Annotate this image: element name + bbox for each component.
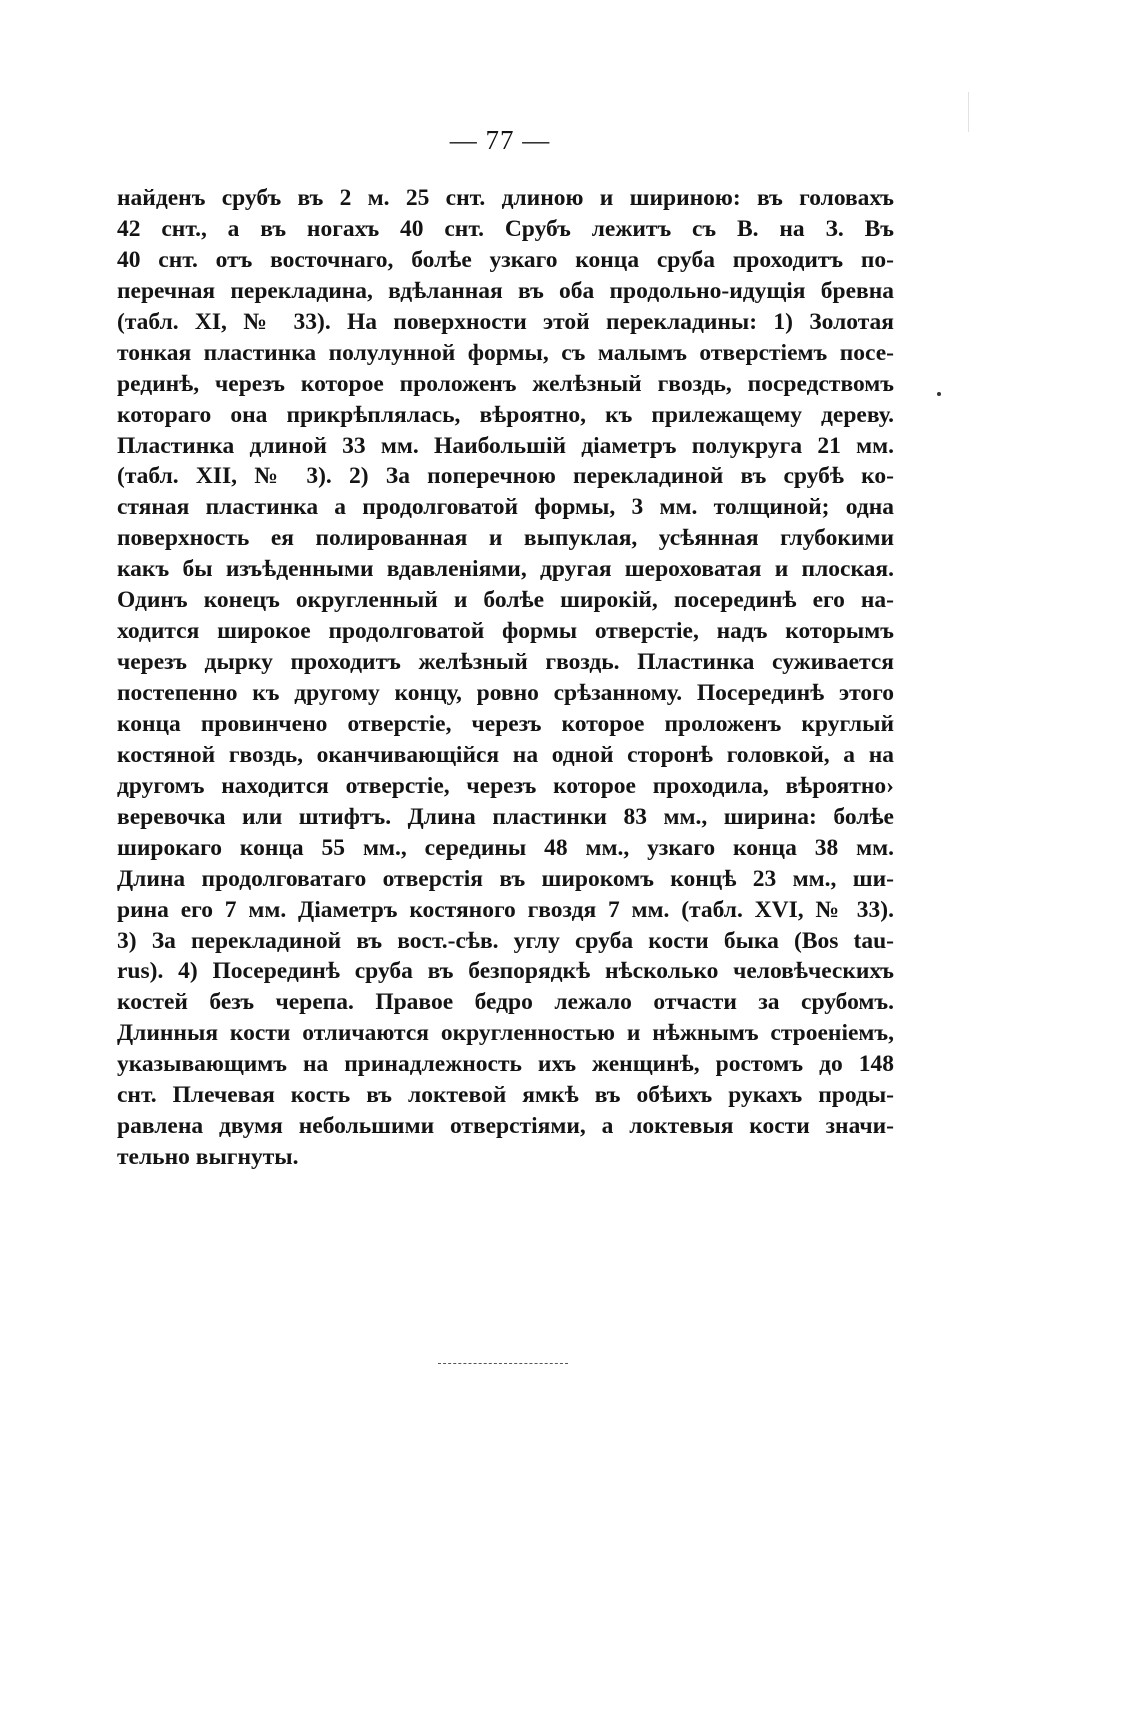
text-line: поверхность ея полированная и выпуклая, усѣянная глубокими	[117, 525, 894, 552]
text-line: указывающимъ на принадлежность ихъ женщинѣ, ростомъ до 148	[117, 1051, 894, 1078]
text-line: перечная перекладина, вдѣланная въ оба продольно-идущія бревна	[117, 277, 894, 304]
text-line: Одинъ конецъ округленный и болѣе широкій, посерединѣ его на-	[117, 587, 894, 614]
text-line: Длина продолговатаго отверстія въ широкомъ концѣ 23 мм., ши-	[117, 865, 894, 892]
text-line: конца провинчено отверстіе, черезъ которое проложенъ круглый	[117, 710, 894, 737]
text-line: найденъ срубъ въ 2 м. 25 снт. длиною и шириною: въ головахъ	[117, 185, 894, 211]
text-line: снт. Плечевая кость въ локтевой ямкѣ въ обѣихъ рукахъ проды-	[117, 1082, 894, 1109]
text-line: широкаго конца 55 мм., середины 48 мм., узкаго конца 38 мм.	[117, 834, 894, 861]
text-line: рина его 7 мм. Діаметръ костяного гвоздя 7 мм. (табл. XVI, № 33).	[117, 896, 894, 923]
text-line: ходится широкое продолговатой формы отверстіе, надъ которымъ	[117, 618, 894, 645]
text-line: костяной гвоздь, оканчивающійся на одной сторонѣ головкой, а на	[117, 741, 894, 768]
text-line: 3) За перекладиной въ вост.-сѣв. углу сруба кости быка (Bos tau-	[117, 927, 894, 954]
text-line: Пластинка длиной 33 мм. Наибольшій діаметръ полукруга 21 мм.	[117, 432, 894, 459]
body-text	[117, 183, 894, 1173]
text-line: черезъ дырку проходитъ желѣзный гвоздь. Пластинка суживается	[117, 649, 894, 676]
page-number: — 77 —	[449, 125, 551, 155]
end-rule	[438, 1363, 568, 1364]
text-line: стяная пластинка а продолговатой формы, 3 мм. толщиной; одна	[117, 494, 894, 521]
text-line: какъ бы изъѣденными вдавленіями, другая шероховатая и плоская.	[117, 556, 894, 583]
text-line: Длинныя кости отличаются округленностью и нѣжнымъ строеніемъ,	[117, 1020, 894, 1047]
text-line: костей безъ черепа. Правое бедро лежало отчасти за срубомъ.	[117, 989, 894, 1016]
text-line: веревочка или штифтъ. Длина пластинки 83 мм., ширина: болѣе	[117, 803, 894, 830]
text-line: тонкая пластинка полулунной формы, съ малымъ отверстіемъ посе-	[117, 339, 894, 366]
text-line: другомъ находится отверстіе, черезъ которое проходила, вѣроятно›	[117, 772, 894, 799]
text-line: 42 снт., а въ ногахъ 40 снт. Срубъ лежитъ съ В. на З. Въ	[117, 215, 894, 242]
text-line: rus). 4) Посерединѣ сруба въ безпорядкѣ нѣсколько человѣческихъ	[117, 958, 894, 985]
text-line: (табл. XI, № 33). На поверхности этой перекладины: 1) Золотая	[117, 308, 894, 335]
text-line: 40 снт. отъ восточнаго, болѣе узкаго конца сруба проходитъ по-	[117, 246, 894, 273]
text-line: котораго она прикрѣплялась, вѣроятно, къ прилежащему дереву.	[117, 401, 894, 428]
text-line: (табл. XII, № 3). 2) За поперечною перекладиной въ срубѣ ко-	[117, 463, 894, 490]
text-line: постепенно къ другому концу, ровно срѣзанному. Посерединѣ этого	[117, 680, 894, 706]
text-line: тельно выгнуты.	[117, 1144, 299, 1171]
ink-speck	[937, 392, 941, 396]
text-line: равлена двумя небольшими отверстіями, а локтевыя кости значи-	[117, 1113, 894, 1140]
text-line: рединѣ, черезъ которое проложенъ желѣзный гвоздь, посредствомъ	[117, 370, 894, 397]
